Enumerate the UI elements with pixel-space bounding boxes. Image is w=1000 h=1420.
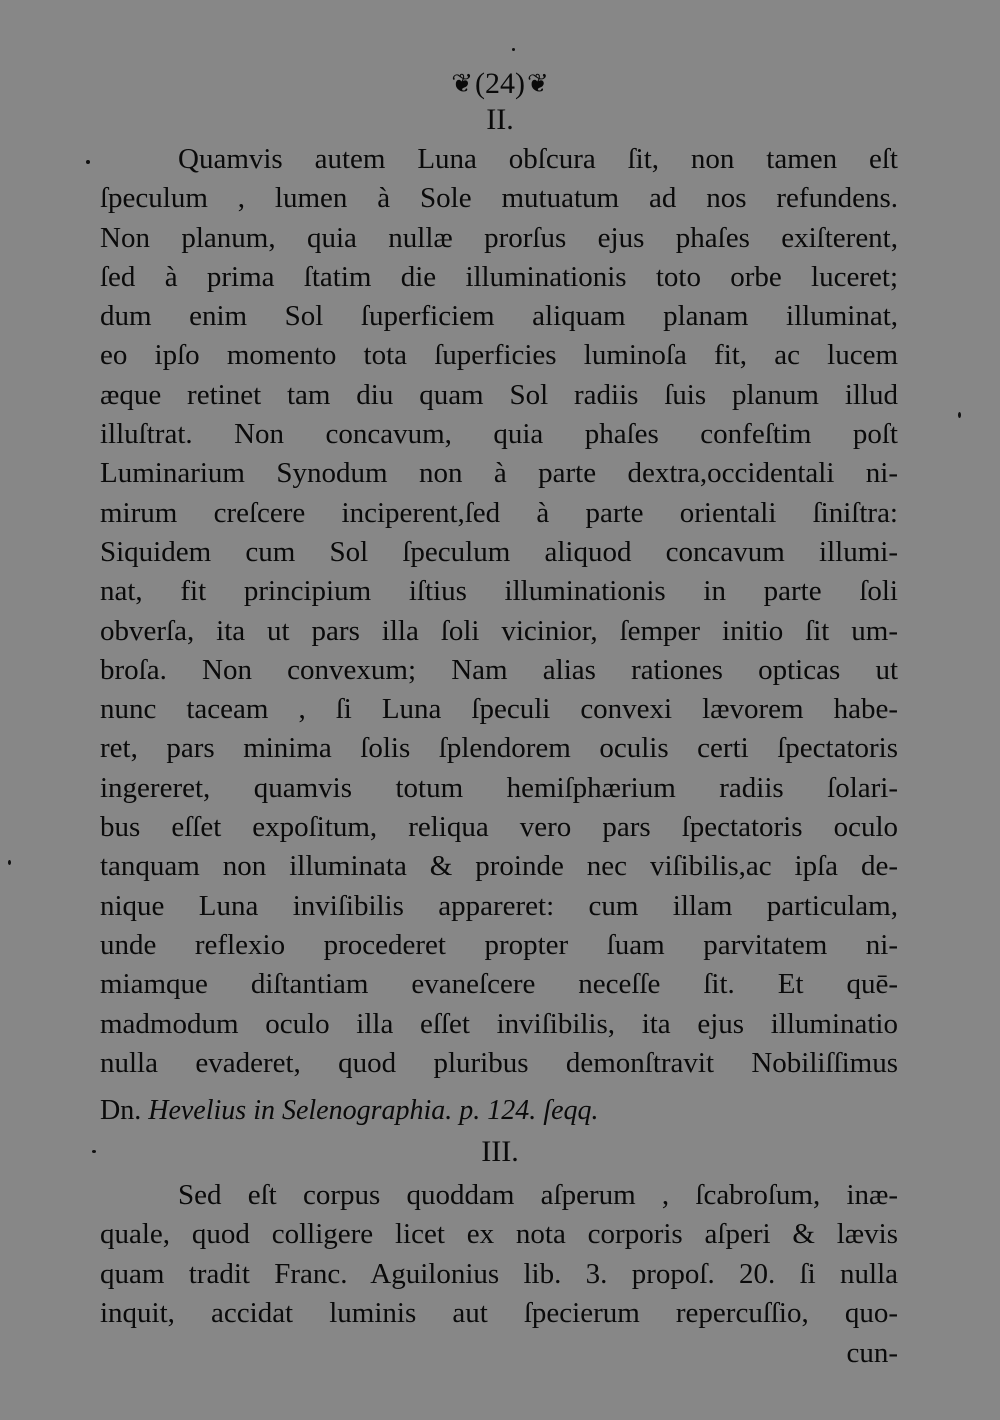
text-line: Luminarium Synodum non à parte dextra,occidentali ni-: [100, 457, 898, 490]
text-line: miamque diſtantiam evaneſcere neceſſe ſit. Et quē-: [100, 968, 898, 1001]
text-line: Sed eſt corpus quoddam aſperum , ſcabroſum, inæ-: [178, 1179, 898, 1211]
catchword: cun-: [846, 1337, 898, 1369]
scan-speck: [92, 1150, 96, 1153]
reference-prefix: Dn.: [100, 1095, 142, 1126]
text-line: dum enim Sol ſuperficiem aliquam planam illuminat,: [100, 300, 898, 333]
text-line: æque retinet tam diu quam Sol radiis ſuis planum illud: [100, 378, 898, 411]
ornament-right-icon: ❦: [526, 69, 549, 99]
text-line: ſed à prima ſtatim die illuminationis toto orbe luceret;: [100, 260, 898, 293]
text-line: quam tradit Franc. Aguilonius lib. 3. propoſ. 20. ſi nulla: [100, 1257, 898, 1290]
text-line: nique Luna inviſibilis appareret: cum illam particulam,: [100, 889, 898, 922]
section-numeral-2: II.: [486, 103, 514, 136]
page-number: (24): [475, 67, 525, 101]
text-line: tanquam non illuminata & proinde nec viſibilis,ac ipſa de-: [100, 850, 898, 883]
text-line: eo ipſo momento tota ſuperficies luminoſa fit, ac lucem: [100, 339, 898, 372]
text-line: nulla evaderet, quod pluribus demonſtravit Nobiliſſimus: [100, 1046, 898, 1079]
text-line: Non planum, quia nullæ prorſus ejus phaſes exiſterent,: [100, 221, 898, 254]
scan-speck: [86, 160, 90, 164]
ornament-left-icon: ❦: [451, 69, 473, 99]
text-line: nat, fit principium iſtius illuminationis in parte ſoli: [100, 575, 898, 608]
scan-speck: [8, 860, 11, 865]
text-line: ſpeculum , lumen à Sole mutuatum ad nos refundens.: [100, 182, 898, 215]
text-line: nunc taceam , ſi Luna ſpeculi convexi lævorem habe-: [100, 693, 898, 726]
text-line: ret, pars minima ſolis ſplendorem oculis certi ſpectatoris: [100, 732, 898, 765]
text-line: ingereret, quamvis totum hemiſphærium radiis ſolari-: [100, 771, 898, 804]
text-line: broſa. Non convexum; Nam alias rationes opticas ut: [100, 653, 898, 686]
section-3-text: [100, 1176, 898, 1333]
text-line: quale, quod colligere licet ex nota corporis aſperi & lævis: [100, 1218, 898, 1251]
section-numeral-3: III.: [481, 1135, 519, 1168]
section-2-text: [100, 140, 898, 1083]
scan-speck: [958, 412, 961, 418]
text-line: madmodum oculo illa eſſet inviſibilis, ita ejus illuminatio: [100, 1007, 898, 1040]
text-line: mirum creſcere inciperent,ſed à parte orientali ſiniſtra:: [100, 496, 898, 529]
text-line: obverſa, ita ut pars illa ſoli vicinior, ſemper initio ſit um-: [100, 614, 898, 647]
text-line: inquit, accidat luminis aut ſpecierum repercuſſio, quo-: [100, 1296, 898, 1329]
text-line: unde reflexio procederet propter ſuam parvitatem ni-: [100, 928, 898, 961]
reference-citation: Hevelius in Selenographia. p. 124. ſeqq.: [148, 1095, 599, 1126]
scan-speck: [512, 48, 515, 51]
text-line: Siquidem cum Sol ſpeculum aliquod concavum illumi-: [100, 535, 898, 568]
text-line: Quamvis autem Luna obſcura ſit, non tamen eſt: [178, 143, 898, 175]
page-header: [0, 64, 1000, 102]
text-line: bus eſſet expoſitum, reliqua vero pars ſpectatoris oculo: [100, 811, 898, 844]
text-line: illuſtrat. Non concavum, quia phaſes confeſtim poſt: [100, 418, 898, 451]
reference-line: [100, 1094, 599, 1128]
